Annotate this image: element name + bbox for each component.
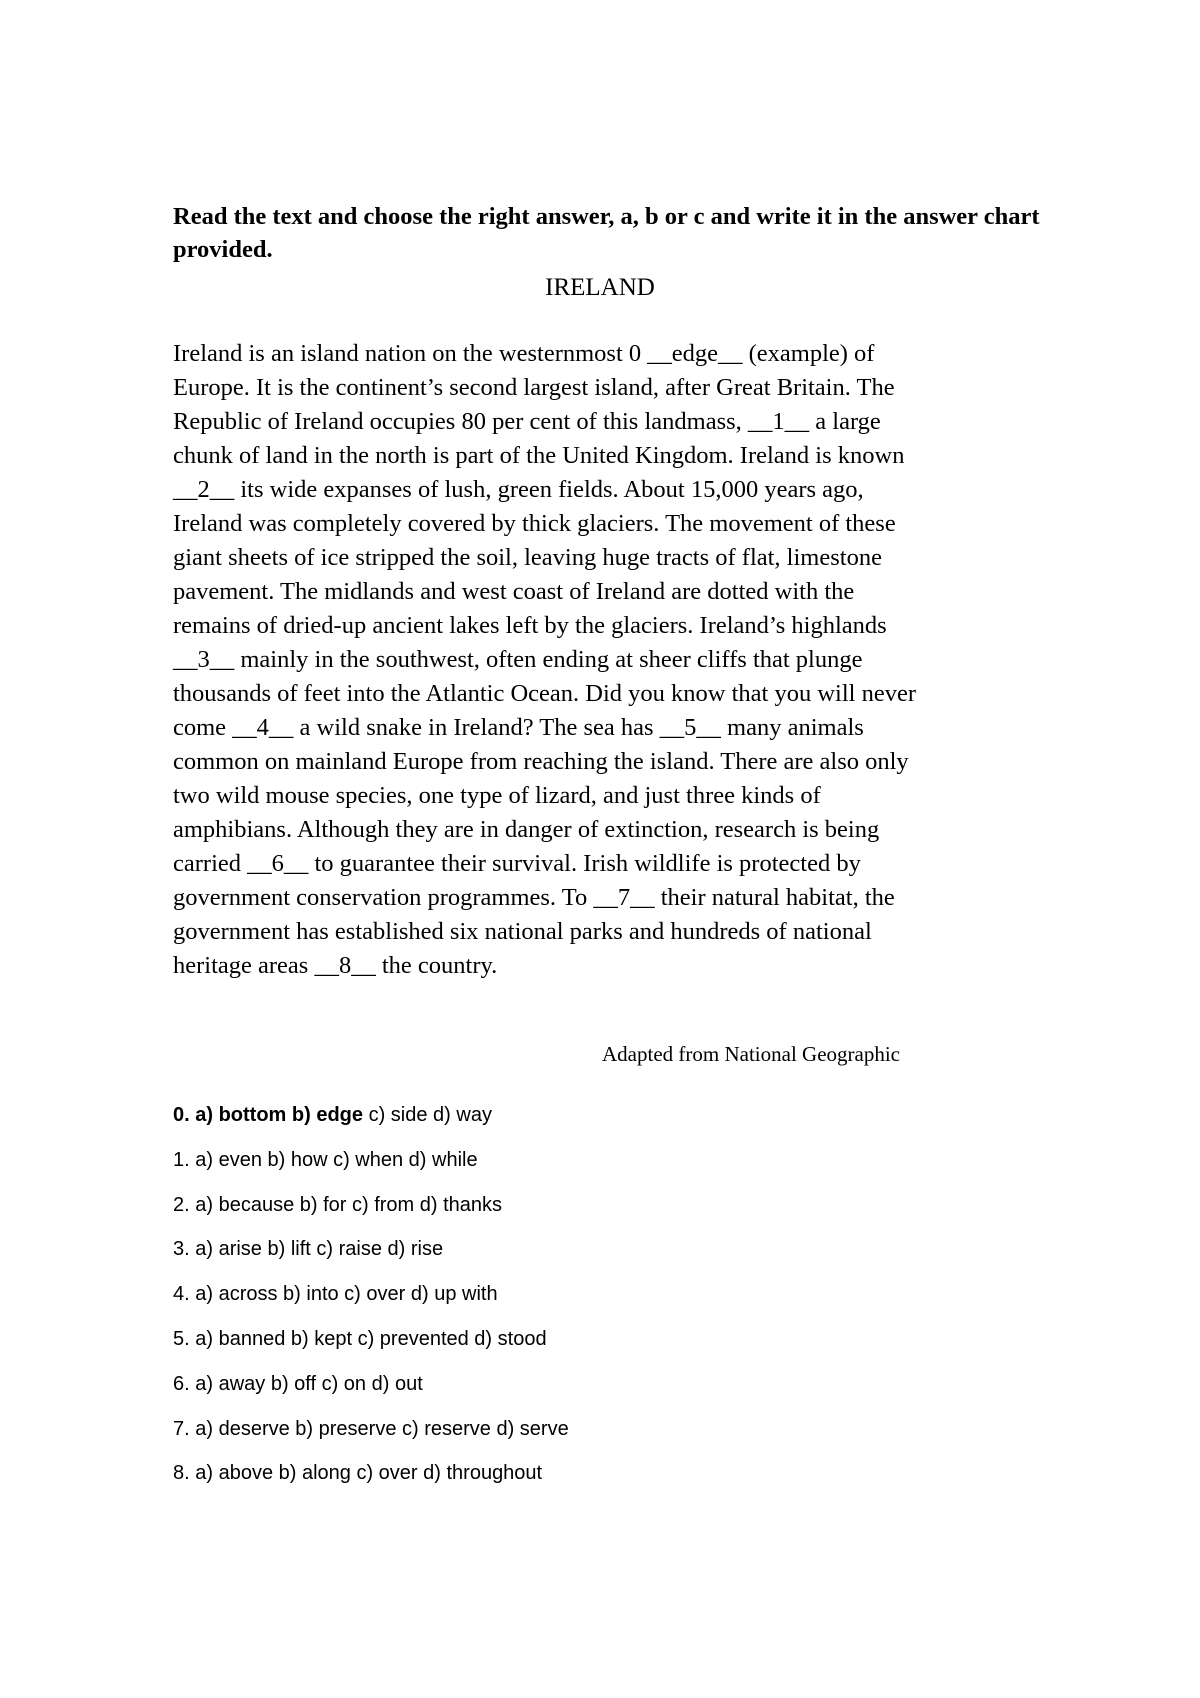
passage-title: IRELAND bbox=[545, 274, 655, 301]
option-item: 6. a) away b) off c) on d) out bbox=[173, 1372, 423, 1395]
passage-body bbox=[173, 337, 1063, 983]
passage-line: remains of dried-up ancient lakes left by the glaciers. Ireland’s highlands bbox=[173, 612, 887, 639]
passage-line: government has established six national parks and hundreds of national bbox=[173, 918, 872, 945]
passage-line: heritage areas __8__ the country. bbox=[173, 952, 498, 979]
passage-line: common on mainland Europe from reaching the island. There are also only bbox=[173, 748, 909, 775]
option-item: 2. a) because b) for c) from d) thanks bbox=[173, 1193, 503, 1216]
source-attribution: Adapted from National Geographic bbox=[602, 1042, 900, 1066]
option-item: 7. a) deserve b) preserve c) reserve d) serve bbox=[173, 1417, 569, 1440]
passage-line: government conservation programmes. To __7__ their natural habitat, the bbox=[173, 884, 895, 911]
passage-line: Europe. It is the continent’s second largest island, after Great Britain. The bbox=[173, 374, 895, 401]
passage-line: pavement. The midlands and west coast of Ireland are dotted with the bbox=[173, 578, 855, 605]
option-example-suffix: c) side d) way bbox=[363, 1104, 492, 1126]
option-item: 3. a) arise b) lift c) raise d) rise bbox=[173, 1238, 444, 1261]
passage-line: chunk of land in the north is part of the United Kingdom. Ireland is known bbox=[173, 442, 905, 469]
passage-line: two wild mouse species, one type of lizard, and just three kinds of bbox=[173, 782, 821, 809]
passage-line: Ireland was completely covered by thick glaciers. The movement of these bbox=[173, 510, 896, 537]
option-example-answer: b) edge bbox=[291, 1104, 364, 1126]
passage-line: __3__ mainly in the southwest, often ending at sheer cliffs that plunge bbox=[173, 646, 863, 673]
answer-options-list bbox=[173, 1100, 873, 1503]
passage-line: Republic of Ireland occupies 80 per cent of this landmass, __1__ a large bbox=[173, 408, 881, 435]
passage-line: Ireland is an island nation on the westernmost 0 __edge__ (example) of bbox=[173, 340, 875, 367]
passage-line: __2__ its wide expanses of lush, green fields. About 15,000 years ago, bbox=[173, 476, 864, 503]
passage-line: carried __6__ to guarantee their survival. Irish wildlife is protected by bbox=[173, 850, 861, 877]
option-item: 8. a) above b) along c) over d) throughout bbox=[173, 1462, 543, 1485]
option-example-prefix: 0. a) bottom bbox=[173, 1104, 292, 1126]
passage-line: thousands of feet into the Atlantic Ocean. Did you know that you will never bbox=[173, 680, 917, 707]
passage-line: giant sheets of ice stripped the soil, leaving huge tracts of flat, limestone bbox=[173, 544, 882, 571]
option-item: 1. a) even b) how c) when d) while bbox=[173, 1148, 478, 1171]
passage-line: come __4__ a wild snake in Ireland? The sea has __5__ many animals bbox=[173, 714, 864, 741]
option-item: 5. a) banned b) kept c) prevented d) stood bbox=[173, 1327, 547, 1350]
option-item: 4. a) across b) into c) over d) up with bbox=[173, 1283, 498, 1306]
passage-line: amphibians. Although they are in danger of extinction, research is being bbox=[173, 816, 880, 843]
instruction-text: Read the text and choose the right answer, a, b or c and write it in the answer chart provided. bbox=[173, 203, 1040, 263]
option-item-example bbox=[173, 1100, 873, 1145]
